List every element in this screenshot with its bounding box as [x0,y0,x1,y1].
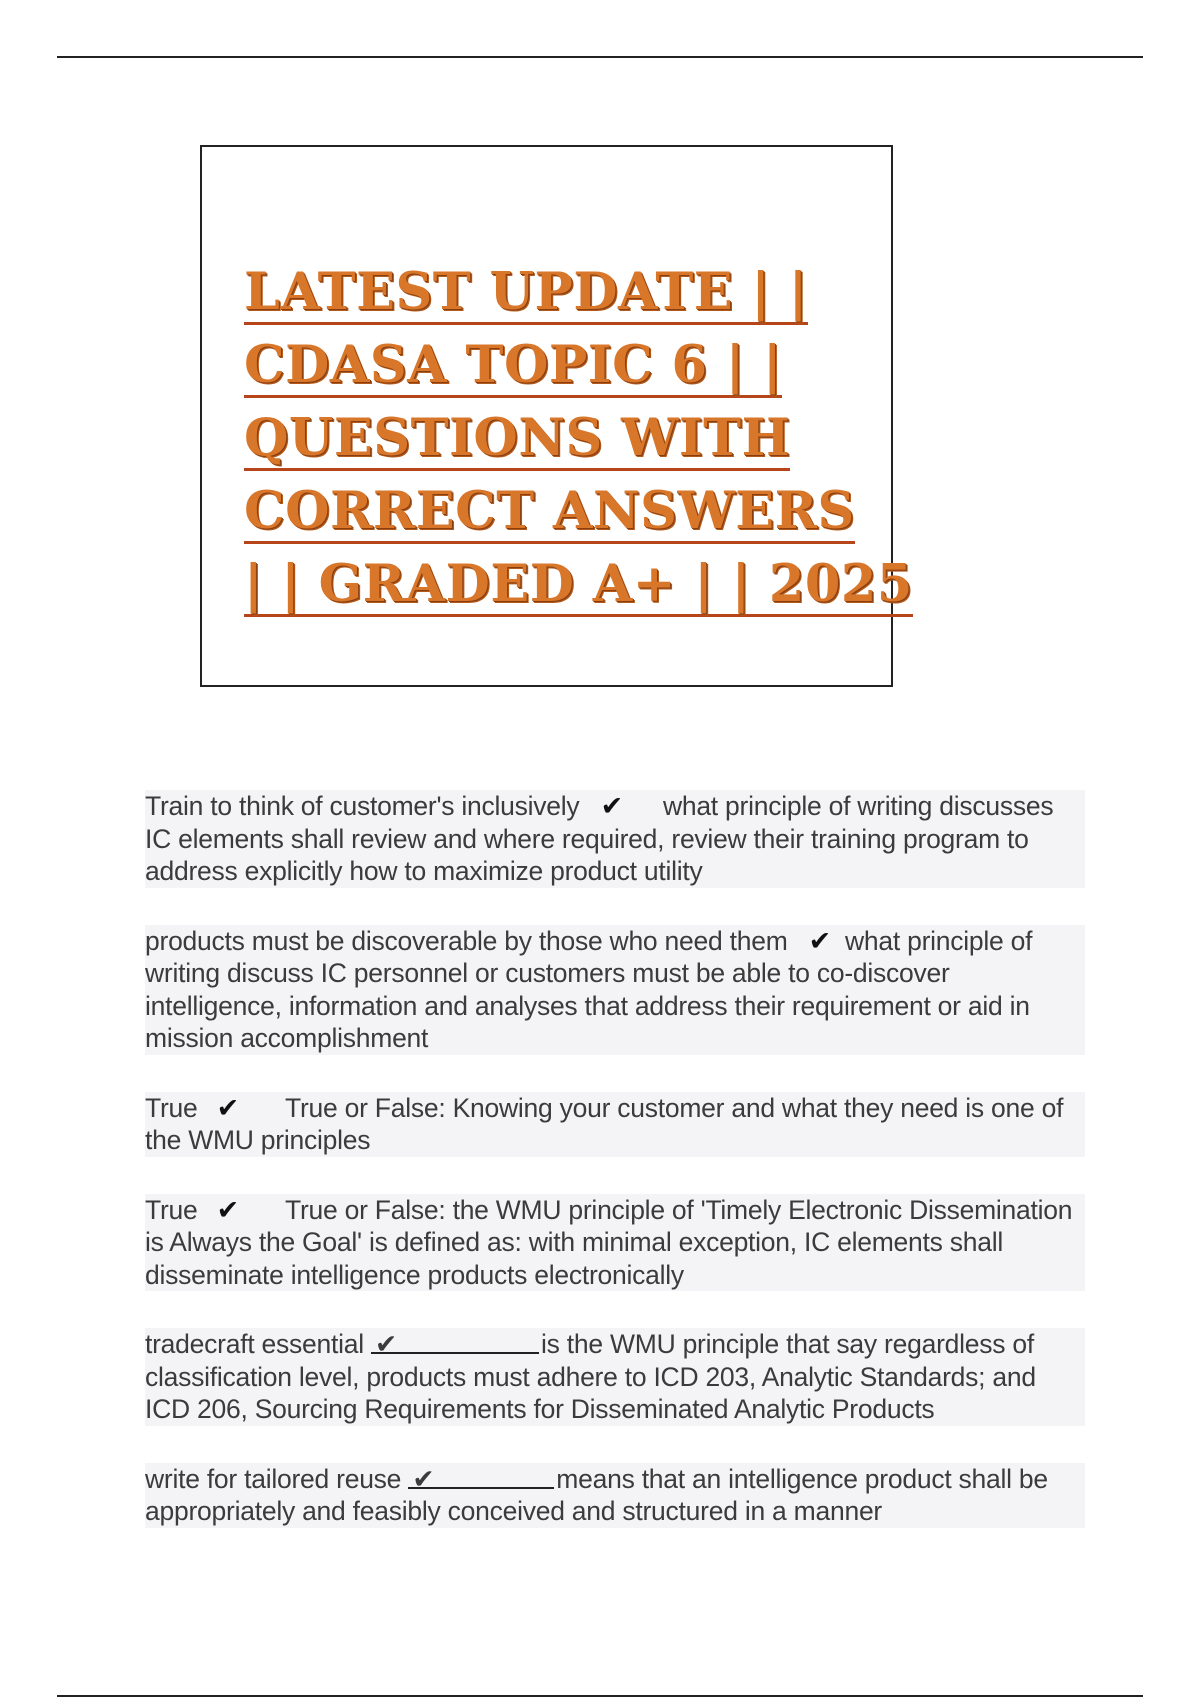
qa-item [145,1463,1085,1528]
qa-item [145,925,1085,1055]
answer-text: products must be discoverable by those who need them [145,925,788,956]
qa-item [145,790,1085,888]
check-icon: ✔ [216,1194,240,1225]
question-text: True or False: the WMU principle of 'Timely Electronic Dissemination is Always the Goal' is defined as: with minimal exception, IC elements shall disseminate intelligence products electronically [145,1194,1073,1290]
bottom-rule [57,1695,1143,1697]
answer-text: write for tailored reuse [145,1463,402,1494]
answer-text: True [145,1092,198,1123]
answer-blank [371,1328,539,1359]
question-text: True or False: Knowing your customer and what they need is one of the WMU principles [145,1092,1064,1155]
document-title [244,259,913,624]
qa-item [145,1092,1085,1157]
answer-text: True [145,1194,198,1225]
title-image-box [200,145,913,687]
question-text: what principle of writing discuss IC personnel or customers must be able to co-discover intelligence, information and analyses that address their requirement or aid in mission accomplishment [145,925,1033,1053]
answer-blank [408,1463,554,1494]
check-icon: ✔ [808,925,832,956]
top-rule [57,56,1143,58]
qa-item [145,1328,1085,1426]
check-icon: ✔ [216,1092,240,1123]
check-icon: ✔ [412,1463,435,1494]
answer-text: tradecraft essential [145,1329,364,1359]
question-text: what principle of writing discusses IC elements shall review and where required, review their training program to address explicitly how to maximize product utility [145,791,1054,886]
title-line: CDASA TOPIC 6 | | [244,335,782,398]
question-text: means that an intelligence product shall be appropriately and feasibly conceived and structured in a manner [145,1463,1048,1526]
title-line: | | GRADED A+ | | 2025 [244,554,913,617]
question-text: is the WMU principle that say regardless of classification level, products must adhere to ICD 203, Analytic Standards; and ICD 206, Sourcing Requirements for Disseminated Analytic Products [145,1329,1036,1424]
title-line: LATEST UPDATE | | [244,262,808,325]
qa-item [145,1194,1085,1292]
qa-list [145,790,1085,1565]
check-icon: ✔ [375,1329,398,1359]
answer-text: Train to think of customer's inclusively [145,791,580,821]
title-line: CORRECT ANSWERS [244,481,855,544]
check-icon: ✔ [600,791,623,821]
title-line: QUESTIONS WITH [244,408,790,471]
